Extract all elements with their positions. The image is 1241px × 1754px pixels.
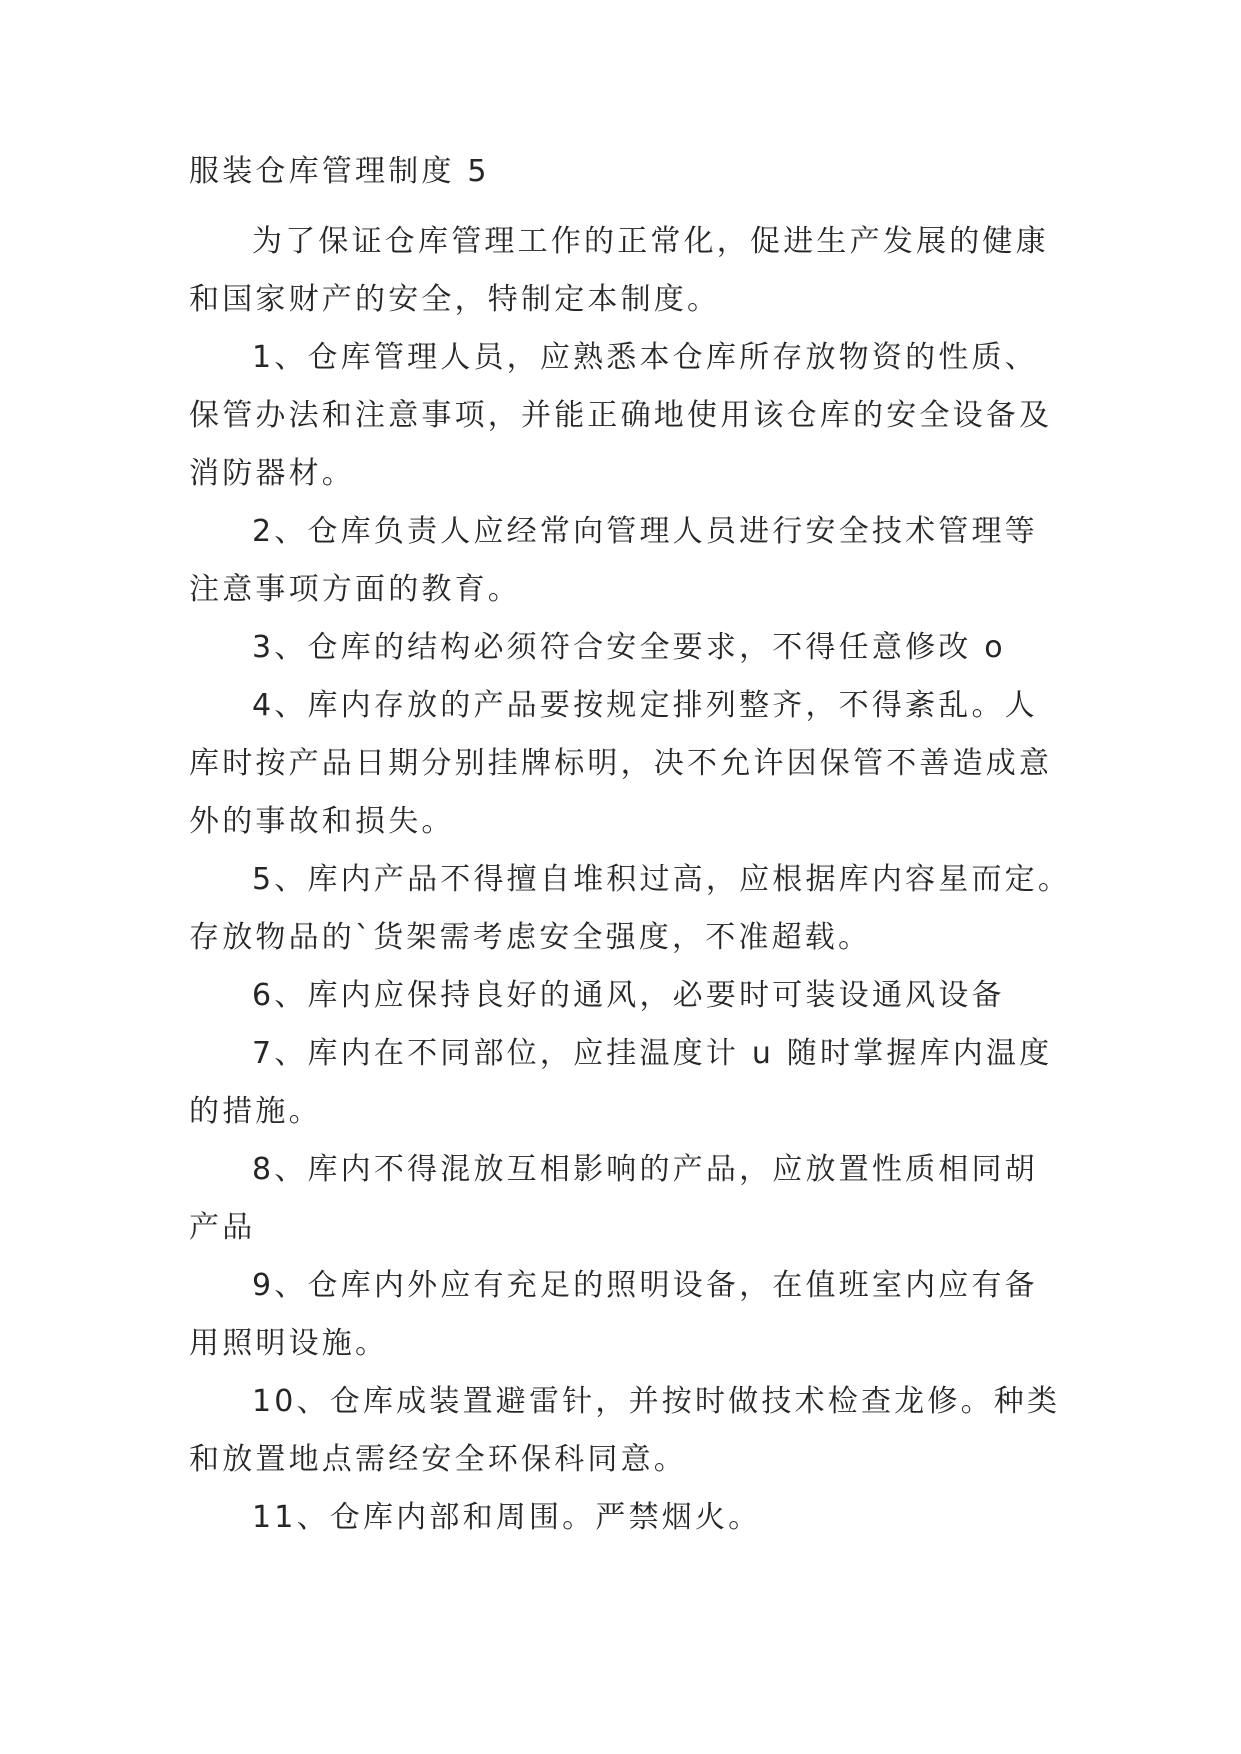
paragraph-line: 和国家财产的安全，特制定本制度。 (189, 282, 721, 317)
paragraph-line: 用照明设施。 (189, 1326, 389, 1361)
paragraph-line: 5、库内产品不得擅自堆积过高，应根据库内容星而定。 (252, 862, 1072, 897)
paragraph-line: 库时按产品日期分别挂牌标明，决不允许因保管不善造成意 (189, 746, 1053, 781)
paragraph-line: 消防器材。 (189, 456, 355, 491)
paragraph-line: 保管办法和注意事项，并能正确地使用该仓库的安全设备及 (189, 398, 1053, 433)
paragraph-line: 1、仓库管理人员，应熟悉本仓库所存放物资的性质、 (252, 340, 1038, 375)
paragraph-line: 存放物品的`货架需考虑安全强度，不准超载。 (189, 920, 872, 955)
paragraph-line: 6、库内应保持良好的通风，必要时可装设通风设备 (252, 978, 1005, 1013)
paragraph-line: 的措施。 (189, 1094, 322, 1129)
paragraph-line: 2、仓库负责人应经常向管理人员进行安全技术管理等 (252, 514, 1038, 549)
paragraph-line: 9、仓库内外应有充足的照明设备，在值班室内应有备 (252, 1268, 1038, 1303)
paragraph-line: 外的事故和损失。 (189, 804, 455, 839)
paragraph-line: 为了保证仓库管理工作的正常化，促进生产发展的健康 (252, 224, 1049, 259)
paragraph-line: 11、仓库内部和周围。严禁烟火。 (252, 1500, 762, 1535)
paragraph-line: 10、仓库成装置避雷针，并按时做技术检查龙修。种类 (252, 1384, 1061, 1419)
paragraph-line: 和放置地点需经安全环保科同意。 (189, 1442, 687, 1477)
paragraph-line: 注意事项方面的教育。 (189, 572, 521, 607)
paragraph-line: 4、库内存放的产品要按规定排列整齐，不得紊乱。人 (252, 688, 1038, 723)
paragraph-line: 7、库内在不同部位，应挂温度计 u 随时掌握库内温度 (252, 1036, 1053, 1071)
paragraph-line: 3、仓库的结构必须符合安全要求，不得任意修改 o (252, 630, 1006, 665)
paragraph-line: 8、库内不得混放互相影响的产品，应放置性质相同胡 (252, 1152, 1038, 1187)
document-title: 服装仓库管理制度 5 (189, 154, 490, 189)
paragraph-line: 产品 (189, 1210, 256, 1245)
